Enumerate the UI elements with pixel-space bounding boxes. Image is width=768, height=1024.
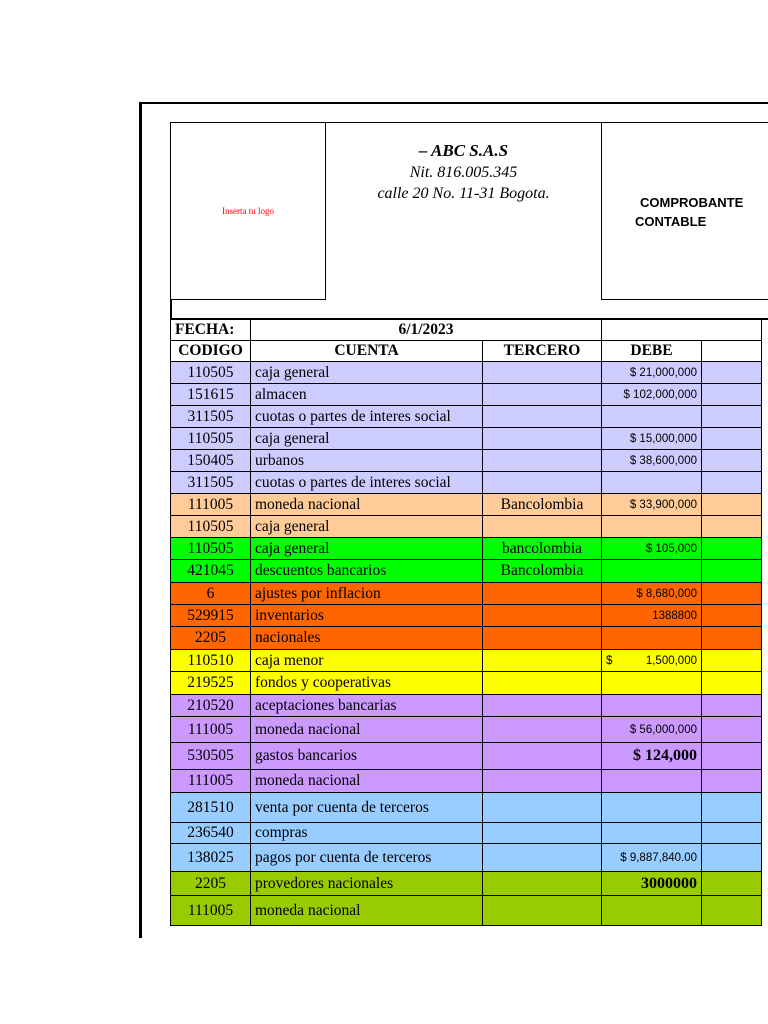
cuenta-cell[interactable]: moneda nacional [251, 717, 483, 743]
haber-cell[interactable] [702, 896, 762, 926]
debe-cell[interactable]: 1388800 [602, 605, 702, 627]
haber-cell[interactable] [702, 717, 762, 743]
haber-cell[interactable] [702, 472, 762, 494]
column-header-row [171, 341, 762, 362]
table-row [171, 362, 762, 384]
codigo-cell[interactable]: 210520 [171, 695, 251, 717]
fecha-label: FECHA: [171, 320, 251, 341]
codigo-cell[interactable]: 530505 [171, 743, 251, 770]
debe-cell[interactable]: $ 21,000,000 [602, 362, 702, 384]
debe-cell[interactable] [602, 695, 702, 717]
company-address: calle 20 No. 11-31 Bogota. [377, 185, 550, 202]
haber-cell[interactable] [702, 743, 762, 770]
logo-placeholder[interactable] [170, 122, 326, 300]
table-row [171, 717, 762, 743]
haber-cell[interactable] [702, 538, 762, 560]
debe-cell[interactable]: $ 33,900,000 [602, 494, 702, 516]
table-row [171, 770, 762, 793]
fecha-row [171, 320, 762, 341]
debe-cell[interactable] [602, 406, 702, 428]
cuenta-cell[interactable]: almacen [251, 384, 483, 406]
tercero-cell[interactable] [483, 428, 602, 450]
fecha-blank[interactable] [602, 320, 762, 341]
table-row [171, 538, 762, 560]
comprobante-form [170, 122, 768, 938]
debe-cell[interactable] [602, 672, 702, 695]
tercero-cell[interactable] [483, 650, 602, 672]
debe-cell[interactable] [602, 793, 702, 823]
tercero-cell[interactable] [483, 743, 602, 770]
debe-cell[interactable] [602, 516, 702, 538]
company-name: – ABC S.A.S [418, 141, 509, 160]
codigo-cell[interactable]: 219525 [171, 672, 251, 695]
cuenta-cell[interactable]: moneda nacional [251, 896, 483, 926]
codigo-cell[interactable]: 311505 [171, 472, 251, 494]
cuenta-cell[interactable]: inventarios [251, 605, 483, 627]
debe-cell[interactable] [602, 472, 702, 494]
tercero-cell[interactable] [483, 406, 602, 428]
header-tercero: TERCERO [483, 341, 602, 362]
haber-cell[interactable] [702, 362, 762, 384]
table-row [171, 560, 762, 583]
header-codigo: CODIGO [171, 341, 251, 362]
codigo-cell[interactable]: 150405 [171, 450, 251, 472]
debe-cell[interactable]: $ 56,000,000 [602, 717, 702, 743]
tercero-cell[interactable] [483, 472, 602, 494]
debe-cell[interactable]: 3000000 [602, 872, 702, 896]
company-nit: Nit. 816.005.345 [409, 164, 518, 181]
haber-cell[interactable] [702, 560, 762, 583]
cuenta-cell[interactable]: caja menor [251, 650, 483, 672]
haber-cell[interactable] [702, 823, 762, 844]
cuenta-cell[interactable]: gastos bancarios [251, 743, 483, 770]
table-row [171, 793, 762, 823]
codigo-cell[interactable]: 110505 [171, 362, 251, 384]
cuenta-cell[interactable]: moneda nacional [251, 770, 483, 793]
haber-cell[interactable] [702, 650, 762, 672]
codigo-cell[interactable]: 421045 [171, 560, 251, 583]
tercero-cell[interactable] [483, 844, 602, 872]
cuenta-cell[interactable]: pagos por cuenta de terceros [251, 844, 483, 872]
debe-cell[interactable] [602, 627, 702, 650]
haber-cell[interactable] [702, 494, 762, 516]
table-row [171, 450, 762, 472]
haber-cell[interactable] [702, 384, 762, 406]
codigo-cell[interactable]: 138025 [171, 844, 251, 872]
tercero-cell[interactable] [483, 823, 602, 844]
cuenta-cell[interactable]: caja general [251, 538, 483, 560]
cuenta-cell[interactable]: cuotas o partes de interes social [251, 406, 483, 428]
table-row [171, 695, 762, 717]
cuenta-cell[interactable]: descuentos bancarios [251, 560, 483, 583]
table-row [171, 627, 762, 650]
table-row [171, 472, 762, 494]
haber-cell[interactable] [702, 605, 762, 627]
spreadsheet [139, 102, 768, 938]
table-row [171, 844, 762, 872]
debe-cell[interactable]: $ 9,887,840.00 [602, 844, 702, 872]
table-row [171, 743, 762, 770]
codigo-cell[interactable]: 110505 [171, 428, 251, 450]
table-row [171, 872, 762, 896]
debe-cell[interactable]: $ 124,000 [602, 743, 702, 770]
codigo-cell[interactable]: 111005 [171, 896, 251, 926]
debe-cell[interactable]: $ 8,680,000 [602, 583, 702, 605]
haber-cell[interactable] [702, 428, 762, 450]
codigo-cell[interactable]: 111005 [171, 494, 251, 516]
tercero-cell[interactable]: Bancolombia [483, 494, 602, 516]
debe-cell[interactable]: $ 38,600,000 [602, 450, 702, 472]
cuenta-cell[interactable]: cuotas o partes de interes social [251, 472, 483, 494]
table-row [171, 896, 762, 926]
cuenta-cell[interactable]: caja general [251, 428, 483, 450]
header-cuenta: CUENTA [251, 341, 483, 362]
tercero-cell[interactable] [483, 896, 602, 926]
table-row [171, 650, 762, 672]
haber-cell[interactable] [702, 450, 762, 472]
codigo-cell[interactable]: 110510 [171, 650, 251, 672]
haber-cell[interactable] [702, 770, 762, 793]
haber-cell[interactable] [702, 516, 762, 538]
currency-symbol: $ [606, 654, 613, 667]
debe-cell[interactable]: $ 102,000,000 [602, 384, 702, 406]
company-info [326, 122, 601, 300]
table-row [171, 384, 762, 406]
table-row [171, 672, 762, 695]
cuenta-cell[interactable]: nacionales [251, 627, 483, 650]
logo-placeholder-text: Inserta tu logo [222, 206, 274, 216]
codigo-cell[interactable]: 6 [171, 583, 251, 605]
tercero-cell[interactable] [483, 672, 602, 695]
tercero-cell[interactable] [483, 362, 602, 384]
currency-amount: 1,500,000 [645, 654, 697, 667]
document-title-line2: CONTABLE [635, 214, 707, 229]
cuenta-cell[interactable]: caja general [251, 516, 483, 538]
codigo-cell[interactable]: 2205 [171, 872, 251, 896]
haber-cell[interactable] [702, 872, 762, 896]
cuenta-cell[interactable]: provedores nacionales [251, 872, 483, 896]
divider [170, 300, 172, 320]
cuenta-cell[interactable]: urbanos [251, 450, 483, 472]
debe-cell[interactable] [602, 770, 702, 793]
header-haber [702, 341, 762, 362]
header-debe: DEBE [602, 341, 702, 362]
table-row [171, 428, 762, 450]
tercero-cell[interactable] [483, 583, 602, 605]
document-title-line1: COMPROBANTE [640, 195, 744, 210]
tercero-cell[interactable] [483, 384, 602, 406]
accounts-table [170, 319, 762, 926]
haber-cell[interactable] [702, 583, 762, 605]
cuenta-cell[interactable]: moneda nacional [251, 494, 483, 516]
table-row [171, 516, 762, 538]
debe-cell[interactable] [602, 823, 702, 844]
tercero-cell[interactable] [483, 695, 602, 717]
haber-cell[interactable] [702, 627, 762, 650]
tercero-cell[interactable]: Bancolombia [483, 560, 602, 583]
codigo-cell[interactable]: 111005 [171, 770, 251, 793]
tercero-cell[interactable] [483, 627, 602, 650]
codigo-cell[interactable]: 2205 [171, 627, 251, 650]
haber-cell[interactable] [702, 695, 762, 717]
tercero-cell[interactable] [483, 516, 602, 538]
debe-cell[interactable]: $ 105,000 [602, 538, 702, 560]
fecha-value[interactable]: 6/1/2023 [251, 320, 602, 341]
codigo-cell[interactable]: 110505 [171, 538, 251, 560]
cuenta-cell[interactable]: aceptaciones bancarias [251, 695, 483, 717]
debe-cell[interactable] [602, 896, 702, 926]
cuenta-cell[interactable]: fondos y cooperativas [251, 672, 483, 695]
currency-value [606, 655, 697, 667]
haber-cell[interactable] [702, 844, 762, 872]
debe-cell[interactable]: $ 15,000,000 [602, 428, 702, 450]
document-title-box [601, 122, 768, 300]
cuenta-cell[interactable]: caja general [251, 362, 483, 384]
codigo-cell[interactable]: 236540 [171, 823, 251, 844]
table-row [171, 406, 762, 428]
cuenta-cell[interactable]: venta por cuenta de terceros [251, 793, 483, 823]
tercero-cell[interactable] [483, 605, 602, 627]
table-row [171, 583, 762, 605]
codigo-cell[interactable]: 110505 [171, 516, 251, 538]
tercero-cell[interactable]: bancolombia [483, 538, 602, 560]
cuenta-cell[interactable]: compras [251, 823, 483, 844]
codigo-cell[interactable]: 151615 [171, 384, 251, 406]
debe-cell[interactable] [602, 560, 702, 583]
debe-cell[interactable] [602, 650, 702, 672]
table-row [171, 605, 762, 627]
codigo-cell[interactable]: 111005 [171, 717, 251, 743]
tercero-cell[interactable] [483, 717, 602, 743]
cuenta-cell[interactable]: ajustes por inflacion [251, 583, 483, 605]
haber-cell[interactable] [702, 793, 762, 823]
haber-cell[interactable] [702, 672, 762, 695]
codigo-cell[interactable]: 529915 [171, 605, 251, 627]
table-row [171, 823, 762, 844]
tercero-cell[interactable] [483, 793, 602, 823]
codigo-cell[interactable]: 281510 [171, 793, 251, 823]
codigo-cell[interactable]: 311505 [171, 406, 251, 428]
tercero-cell[interactable] [483, 450, 602, 472]
table-row [171, 494, 762, 516]
tercero-cell[interactable] [483, 770, 602, 793]
haber-cell[interactable] [702, 406, 762, 428]
tercero-cell[interactable] [483, 872, 602, 896]
